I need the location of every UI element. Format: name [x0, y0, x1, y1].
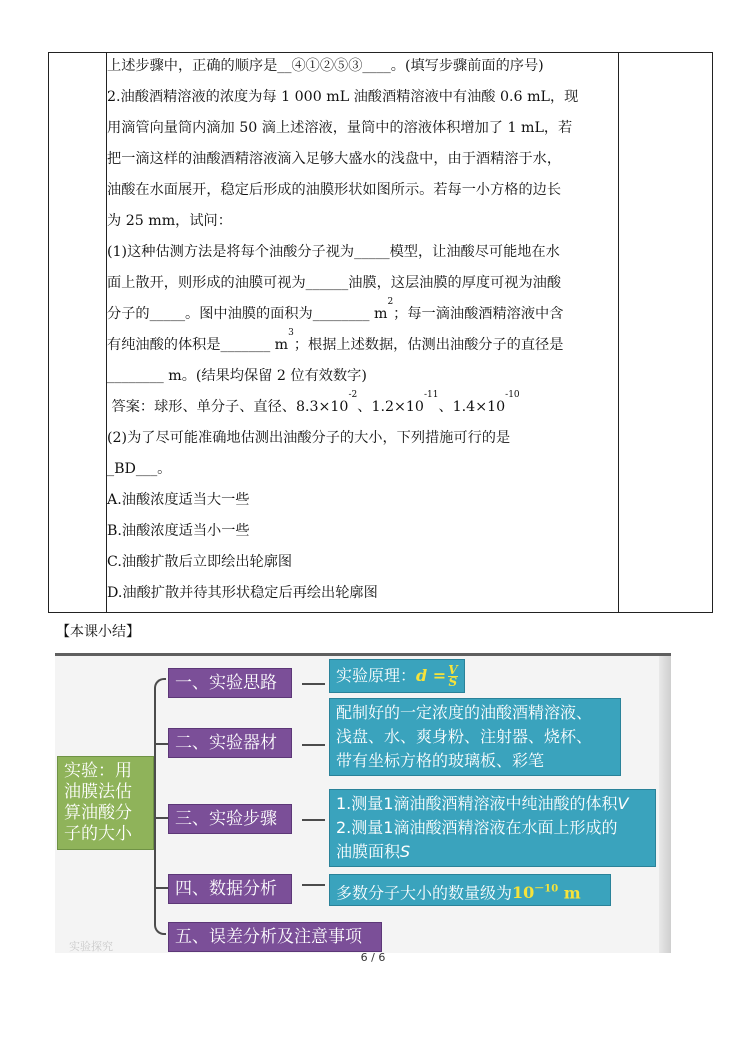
- table-column-divider: [618, 53, 619, 612]
- connector-line: [302, 683, 325, 685]
- question-2-line: 把一滴这样的油酸酒精溶液滴入足够大盛水的浅盘中，由于酒精溶于水，: [107, 151, 562, 167]
- principle-formula: d = $\frac{V}{S}$: [416, 663, 458, 689]
- step-box-errors: 五、误差分析及注意事项: [168, 922, 382, 952]
- previous-step-order-line: 上述步骤中，正确的顺序是__④①②⑤③____。(填写步骤前面的序号): [107, 58, 544, 74]
- question-2-line: 为 25 mm，试问：: [107, 213, 232, 229]
- step-box-analysis: 四、数据分析: [168, 874, 292, 904]
- option-b: B.油酸浓度适当小一些: [107, 523, 250, 539]
- branch-bracket: [154, 678, 166, 935]
- sub-question-2-line: (2)为了尽可能准确地估测出油酸分子的大小，下列措施可行的是: [107, 430, 511, 446]
- connector-line: [302, 884, 325, 886]
- answer-line: 答案：球形、单分子、直径、$8.3\times 10^{-2}$、$1.2\times 10^{-11}$、$1.4\times 10^{-10}$: [111, 390, 520, 415]
- question-2-line: 2.油酸酒精溶液的浓度为每 1 000 mL 油酸酒精溶液中有油酸 0.6 mL，现: [107, 89, 579, 105]
- branch-tick: [154, 743, 168, 745]
- branch-tick: [154, 887, 168, 889]
- principle-box: 实验原理：d = $\frac{V}{S}$: [329, 659, 465, 693]
- question-2-line: 用滴管向量筒内滴加 50 滴上述溶液，量筒中的溶液体积增加了 1 mL，若: [107, 120, 573, 136]
- sub-question-1-line: 有纯油酸的体积是_______ $m^3$；根据上述数据，估测出油酸分子的直径是: [107, 328, 564, 353]
- procedure-box: 1.测量1滴油酸酒精溶液中纯油酸的体积V 2.测量1滴油酸酒精溶液在水面上形成的 油膜面积S: [329, 789, 656, 867]
- summary-mindmap: [55, 653, 671, 953]
- connector-line: [302, 744, 325, 746]
- sub-question-1-line: ________ m。(结果均保留 2 位有效数字): [107, 368, 367, 384]
- option-c: C.油酸扩散后立即绘出轮廓图: [107, 554, 293, 570]
- option-a: A.油酸浓度适当大一些: [107, 492, 250, 508]
- panel-edge: [659, 656, 671, 953]
- watermark: 实验探究: [69, 940, 113, 953]
- page-number: 6 / 6: [360, 951, 386, 964]
- question-table: [48, 52, 713, 613]
- root-topic-box: 实验：用 油膜法估 算油酸分 子的大小: [57, 756, 154, 850]
- equipment-box: 配制好的一定浓度的油酸酒精溶液、 浅盘、水、爽身粉、注射器、烧杯、 带有坐标方格的玻璃板、彩笔: [329, 698, 621, 776]
- branch-tick: [154, 817, 168, 819]
- question-2-line: 油酸在水面展开，稳定后形成的油膜形状如图所示。若每一小方格的边长: [107, 182, 562, 198]
- magnitude-value: $10^{-10}$: [512, 883, 559, 903]
- sub-question-1-line: 分子的_____。图中油膜的面积为________ $m^2$；每一滴油酸酒精溶液中含: [107, 297, 564, 322]
- step-box-equipment: 二、实验器材: [168, 728, 292, 758]
- sub-question-2-line: _BD___。: [107, 461, 172, 477]
- step-box-procedure: 三、实验步骤: [168, 804, 292, 834]
- sub-question-1-line: (1)这种估测方法是将每个油酸分子视为_____模型，让油酸尽可能地在水: [107, 244, 560, 260]
- analysis-box: 多数分子大小的数量级为$10^{-10}$ m: [329, 874, 611, 906]
- summary-title: 【本课小结】: [56, 624, 140, 640]
- option-d: D.油酸扩散并待其形状稳定后再绘出轮廓图: [107, 585, 378, 601]
- sub-question-1-line: 面上散开，则形成的油膜可视为______油膜，这层油膜的厚度可视为油酸: [107, 275, 562, 291]
- connector-line: [302, 819, 325, 821]
- step-box-idea: 一、实验思路: [168, 668, 292, 698]
